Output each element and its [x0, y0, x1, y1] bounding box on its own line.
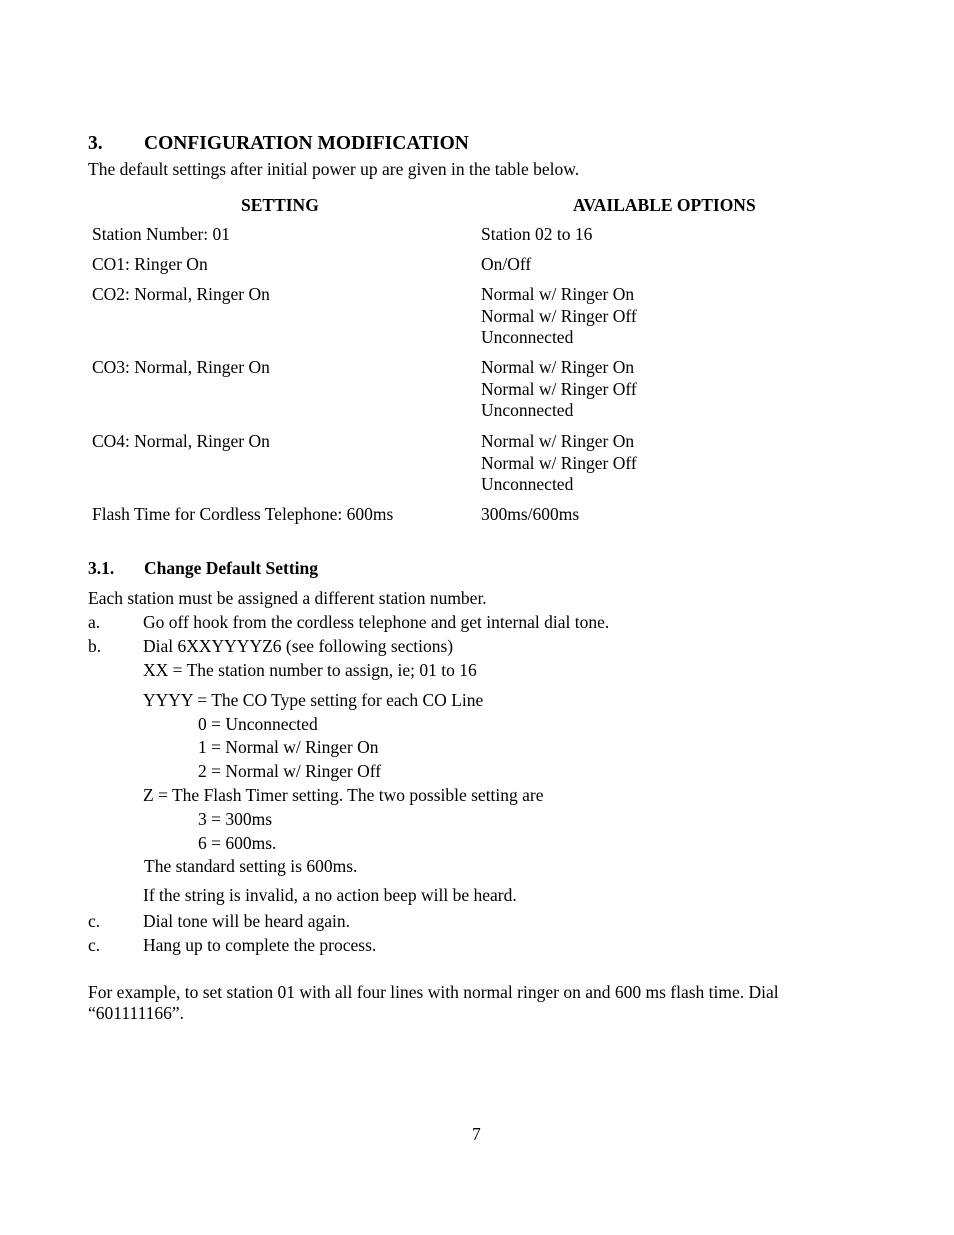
- section-intro: The default settings after initial power up are given in the table below.: [88, 159, 580, 179]
- step-text: Hang up to complete the process.: [143, 935, 377, 955]
- setting-cell: CO1: Ringer On: [92, 254, 208, 274]
- step-label: b.: [88, 636, 102, 656]
- section-title: CONFIGURATION MODIFICATION: [144, 133, 469, 154]
- example-line-2: “601111166”.: [88, 1003, 185, 1023]
- z-option: 3 = 300ms: [198, 809, 273, 829]
- example-line-1: For example, to set station 01 with all four lines with normal ringer on and 600 ms flash time. Dial: [88, 982, 779, 1002]
- step-label: a.: [88, 612, 101, 632]
- options-cell: [481, 506, 579, 528]
- z-definition: Z = The Flash Timer setting. The two possible setting are: [143, 785, 544, 805]
- setting-cell: CO2: Normal, Ringer On: [92, 284, 270, 304]
- option-line: Unconnected: [481, 327, 574, 347]
- setting-cell: Flash Time for Cordless Telephone: 600ms: [92, 504, 394, 524]
- step-text: Dial 6XXYYYYZ6 (see following sections): [143, 636, 454, 656]
- option-line: Station 02 to 16: [481, 224, 593, 244]
- table-header-options: AVAILABLE OPTIONS: [573, 195, 756, 215]
- standard-setting-note: The standard setting is 600ms.: [144, 856, 358, 876]
- invalid-string-note: If the string is invalid, a no action beep will be heard.: [143, 885, 517, 905]
- option-line: Normal w/ Ringer Off: [481, 305, 637, 326]
- option-line: Normal w/ Ringer On: [481, 284, 635, 304]
- option-line: Normal w/ Ringer On: [481, 357, 635, 377]
- options-cell: [481, 433, 637, 498]
- page-number: 7: [472, 1124, 481, 1144]
- yyyy-option: 1 = Normal w/ Ringer On: [198, 737, 379, 757]
- table-header-setting: SETTING: [241, 195, 319, 215]
- option-line: Normal w/ Ringer On: [481, 431, 635, 451]
- subsection-number: 3.1.: [88, 558, 115, 578]
- step-label: c.: [88, 911, 101, 931]
- yyyy-definition: YYYY = The CO Type setting for each CO Line: [143, 690, 484, 710]
- setting-cell: Station Number: 01: [92, 224, 231, 244]
- options-cell: [481, 359, 637, 424]
- yyyy-option: 0 = Unconnected: [198, 714, 318, 734]
- z-option: 6 = 600ms.: [198, 833, 277, 853]
- subsection-intro: Each station must be assigned a different station number.: [88, 588, 487, 608]
- section-number: 3.: [88, 133, 103, 154]
- options-cell: [481, 226, 592, 248]
- setting-cell: CO4: Normal, Ringer On: [92, 431, 270, 451]
- options-cell: [481, 286, 637, 351]
- option-line: 300ms/600ms: [481, 504, 580, 524]
- subsection-title: Change Default Setting: [144, 558, 319, 578]
- option-line: Normal w/ Ringer Off: [481, 452, 637, 473]
- step-text: Go off hook from the cordless telephone and get internal dial tone.: [143, 612, 610, 632]
- option-line: Unconnected: [481, 400, 574, 420]
- options-cell: [481, 256, 531, 278]
- yyyy-option: 2 = Normal w/ Ringer Off: [198, 761, 382, 781]
- step-label: c.: [88, 935, 101, 955]
- xx-definition: XX = The station number to assign, ie; 01 to 16: [143, 660, 477, 680]
- option-line: Unconnected: [481, 474, 574, 494]
- step-text: Dial tone will be heard again.: [143, 911, 351, 931]
- setting-cell: CO3: Normal, Ringer On: [92, 357, 270, 377]
- option-line: On/Off: [481, 254, 532, 274]
- option-line: Normal w/ Ringer Off: [481, 378, 637, 399]
